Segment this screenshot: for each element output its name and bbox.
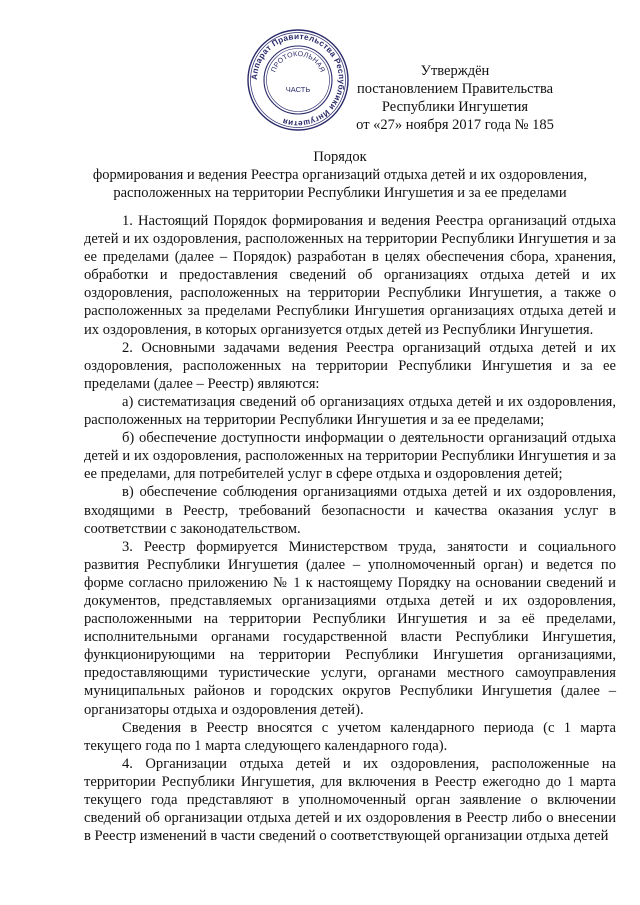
approval-line-decree: постановлением Правительства — [356, 81, 554, 97]
title-heading: Порядок — [313, 149, 367, 165]
document-title — [60, 148, 620, 202]
paragraph-2b: б) обеспечение доступности информации о деятельности организаций отдыха детей и их оздоровления, расположенных на территории Республики Ингушетия и за ее пределами, для потребителей услуг в сфере отдыха и оздоровления детей; — [84, 430, 616, 483]
approval-line-approved: Утверждён — [420, 63, 490, 79]
paragraph-4: 4. Организации отдыха детей и их оздоровления, расположенные на территории Республики Ингушетия, для включения в Реестр ежегодно до 1 марта текущего года представляют в уполномоченный орган заявление о включении сведений об организации отдыха детей и их оздоровления в Реестр либо о внесении в Реестр изменений в части сведений о соответствующей организации отдыха детей — [84, 755, 616, 845]
stamp-inner-top-text: ПРОТОКОЛЬНАЯ — [270, 50, 326, 74]
stamp-outer-text: Аппарат Правительства Республики Ингушетия — [249, 31, 347, 129]
stamp-inner-bottom-text: ЧАСТЬ — [285, 85, 311, 94]
svg-text:ПРОТОКОЛЬНАЯ — [270, 51, 325, 74]
approval-line-date-number: от «27» ноября 2017 года № 185 — [356, 117, 554, 133]
paragraph-2: 2. Основными задачами ведения Реестра организаций отдыха детей и их оздоровления, расположенных на территории Республики Ингушетия и за ее пределами (далее – Реестр) являются: — [84, 339, 616, 392]
approval-block — [330, 62, 580, 134]
paragraph-1: 1. Настоящий Порядок формирования и ведения Реестра организаций отдыха детей и их оздоровления, расположенных на территории Республики Ингушетия и за ее пределами (далее – Порядок) разработан в целях обеспечения сбора, хранения, обработки и предоставления сведений об организациях отдыха детей и их оздоровления, расположенных на территории Республики Ингушетия, а также о расположенных за пределами Республики Ингушетия организациях отдыха детей и их оздоровления, в которых организуется отдых детей из Республики Ингушетия. — [84, 213, 616, 338]
paragraph-3: 3. Реестр формируется Министерством труда, занятости и социального развития Республики Ингушетия (далее – уполномоченный орган) и ведется по форме согласно приложению № 1 к настоящему Порядку на основании сведений и документов, представляемых организациями отдыха детей и их оздоровления, расположенными на территории Республики Ингушетия и за её пределами, исполнительными органами государственной власти Республики Ингушетия, функционирующими на территории Республики Ингушетия организациями, предоставляющими туристические услуги, органами местного самоуправления муниципальных районов и городских округов Республики Ингушетия (далее – организаторы отдыха и оздоровления детей). — [84, 538, 616, 718]
paragraph-2a: а) систематизация сведений об организациях отдыха детей и их оздоровления, расположенных на территории Республики Ингушетия и за ее пределами; — [84, 393, 616, 429]
document-body — [84, 212, 616, 845]
paragraph-2c: в) обеспечение соблюдения организациями отдыха детей и их оздоровления, входящими в Реестр, требований безопасности и качества оказания услуг в соответствии с законодательством. — [84, 484, 616, 537]
title-line-2: расположенных на территории Республики Ингушетия и за ее пределами — [113, 185, 567, 201]
approval-line-republic: Республики Ингушетия — [381, 99, 529, 115]
paragraph-3-note: Сведения в Реестр вносятся с учетом календарного периода (с 1 марта текущего года по 1 марта следующего календарного года). — [84, 719, 616, 754]
title-line-1: формирования и ведения Реестра организаций отдыха детей и их оздоровления, — [92, 167, 588, 183]
